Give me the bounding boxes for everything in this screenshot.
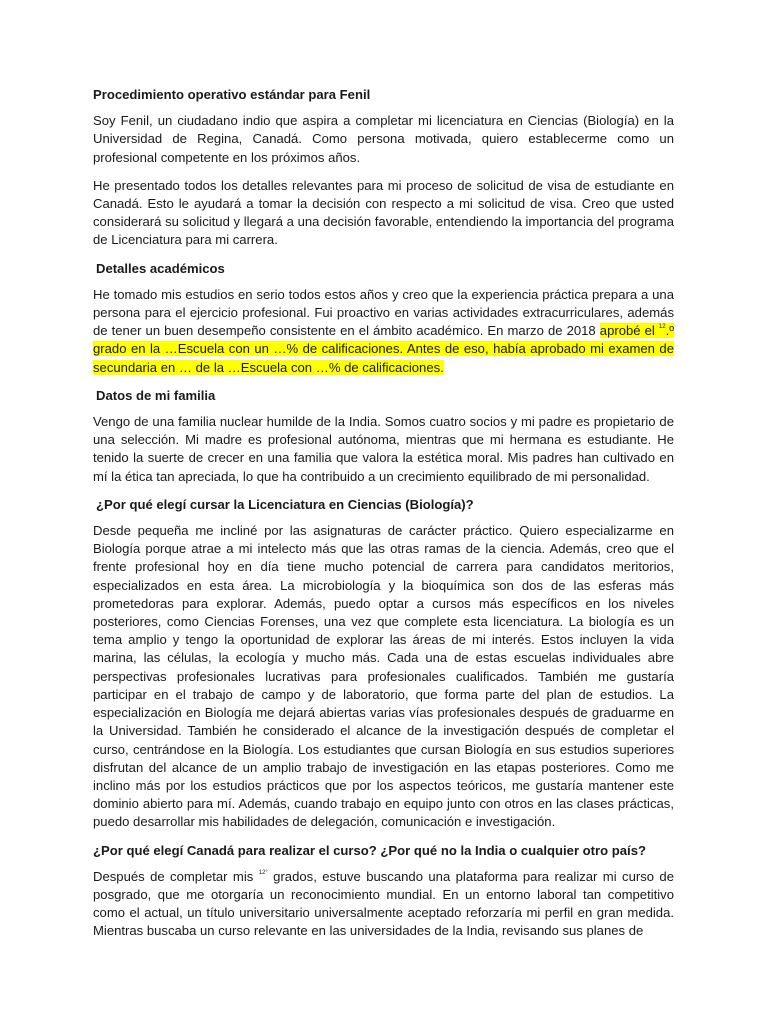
highlighted-text-rest: .º grado en la …Escuela con un …% de calificaciones. Antes de eso, había aprobado mi examen de secundaria en … de la …Escuela con …% de calificaciones.: [93, 323, 674, 375]
why-canada-paragraph: [93, 868, 674, 941]
why-canada-text-start: Después de completar mis: [93, 868, 259, 884]
family-details-heading: Datos de mi familia: [96, 387, 216, 403]
academic-details-heading: Detalles académicos: [96, 260, 225, 276]
intro-paragraph-1: Soy Fenil, un ciudadano indio que aspira a completar mi licenciatura en Ciencias (Biología) en la Universidad de Regina, Canadá. Como persona motivada, quiero establecerme como un profesional competente en los próximos años.: [93, 113, 674, 165]
intro-paragraph-2: He presentado todos los detalles relevantes para mi proceso de solicitud de visa de estudiante en Canadá. Esto le ayudará a tomar la decisión con respecto a mi solicitud de visa. Creo que usted considerará su solicitud y llegará a una decisión favorable, entendiendo la importancia del programa de Licenciatura para mi carrera.: [93, 177, 674, 248]
grade-superscript: 12: [658, 324, 666, 331]
why-bsc-heading: ¿Por qué elegí cursar la Licenciatura en Ciencias (Biología)?: [96, 496, 474, 512]
academic-details-paragraph: [93, 286, 674, 377]
document-title: Procedimiento operativo estándar para Fenil: [93, 87, 371, 102]
academic-text: He tomado mis estudios en serio todos estos años y creo que la experiencia práctica prepara a una persona para el ejercicio profesional. Fui proactivo en varias actividades extracurriculares, además de tener un buen desempeño consistente en el ámbito académico. En marzo de 2018: [93, 286, 674, 339]
why-bsc-paragraph: Desde pequeña me incliné por las asignaturas de carácter práctico. Quiero especializarme en Biología porque atrae a mi intelecto más que las otras ramas de la ciencia. Además, creo que el frente profesional hoy en día tiene mucho potencial de carrera para candidatos meritorios, especializados en esta área. La microbiología y la bioquímica son dos de las esferas más prometedoras para explorar. Además, puedo optar a cursos más específicos en los niveles posteriores, como Ciencias Forenses, una vez que complete esta licenciatura. La biología es un tema amplio y tengo la oportunidad de explorar las áreas de mi interés. Estos incluyen la vida marina, las células, la ecología y mucho más. Cada una de estas escuelas individuales abre perspectivas profesionales lucrativas para profesionales cualificados. También me gustaría participar en el trabajo de campo y de laboratorio, que forma parte del plan de estudios. La especialización en Biología me dejará abiertas varias vías profesionales después de graduarme en la Universidad. También he considerado el alcance de la investigación después de completar el curso, centrándose en la Biología. Los estudiantes que cursan Biología en sus estudios superiores disfrutan del alcance de un amplio trabajo de investigación en las etapas posteriores. Como me inclino más por los estudios prácticos que por los aspectos teóricos, me gustaría mantener este dominio abierto para mí. Además, cuando trabajo en equipo junto con otros en las clases prácticas, puedo desarrollar mis habilidades de delegación, comunicación e investigación.: [93, 523, 674, 830]
highlighted-text-start: aprobé el: [599, 323, 659, 339]
grade-superscript-2: 12°: [258, 869, 268, 876]
why-canada-text-rest: grados, estuve buscando una plataforma para realizar mi curso de posgrado, que me otorgaría un reconocimiento mundial. En un entorno laboral tan competitivo como el actual, un título universitario universalmente aceptado reforzaría mi perfil en gran medida. Mientras buscaba un curso relevante en las universidades de la India, revisando sus planes de: [93, 868, 674, 939]
family-details-paragraph: Vengo de una familia nuclear humilde de la India. Somos cuatro socios y mi padre es propietario de una selección. Mi madre es profesional autónoma, mientras que mi hermana es estudiante. He tenido la suerte de crecer en una familia que valora la estética moral. Mis padres han cultivado en mí la ética tan apreciada, lo que ha contribuido a un crecimiento equilibrado de mi personalidad.: [93, 414, 674, 484]
why-canada-heading: ¿Por qué elegí Canadá para realizar el curso? ¿Por qué no la India o cualquier otro país?: [93, 842, 646, 858]
